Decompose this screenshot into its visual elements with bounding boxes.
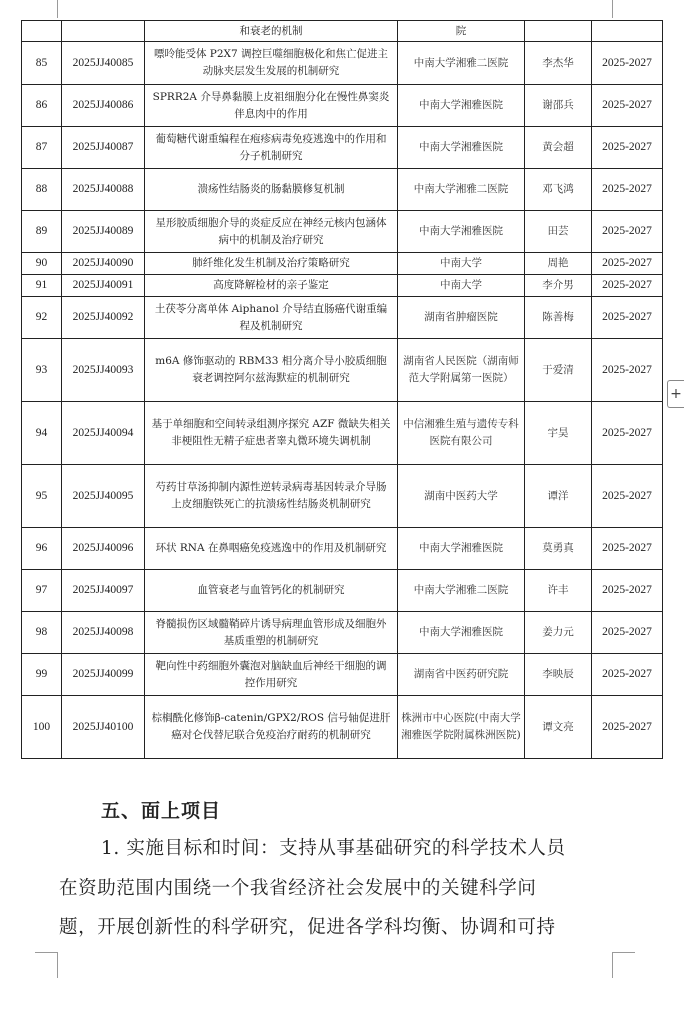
cell-project-code: 2025JJ40099 bbox=[62, 654, 145, 696]
cell-period: 2025-2027 bbox=[592, 169, 663, 211]
cell-project-title: 脊髓损伤区域髓鞘碎片诱导病理血管形成及细胞外基质重塑的机制研究 bbox=[145, 612, 398, 654]
cell-period: 2025-2027 bbox=[592, 402, 663, 465]
cell-number: 85 bbox=[22, 42, 62, 85]
cell-number: 97 bbox=[22, 570, 62, 612]
cell-project-code: 2025JJ40089 bbox=[62, 211, 145, 253]
cell-number: 91 bbox=[22, 275, 62, 297]
cell-period: 2025-2027 bbox=[592, 612, 663, 654]
table-row bbox=[22, 570, 663, 612]
table-row bbox=[22, 169, 663, 211]
cell-project-title: 血管衰老与血管钙化的机制研究 bbox=[145, 570, 398, 612]
table-row bbox=[22, 612, 663, 654]
cell-project-code: 2025JJ40093 bbox=[62, 339, 145, 402]
cell-period: 2025-2027 bbox=[592, 570, 663, 612]
cell-principal-investigator: 谢邵兵 bbox=[525, 85, 592, 127]
cell-principal-investigator: 李映辰 bbox=[525, 654, 592, 696]
cell-number bbox=[22, 21, 62, 42]
cell-period: 2025-2027 bbox=[592, 696, 663, 759]
cell-institution: 中南大学湘雅医院 bbox=[398, 85, 525, 127]
cell-institution: 湖南中医药大学 bbox=[398, 465, 525, 528]
cell-number: 89 bbox=[22, 211, 62, 253]
table-row bbox=[22, 297, 663, 339]
cell-principal-investigator: 陈善梅 bbox=[525, 297, 592, 339]
cell-project-title: 肺纤维化发生机制及治疗策略研究 bbox=[145, 253, 398, 275]
cell-institution: 湖南省肿瘤医院 bbox=[398, 297, 525, 339]
cell-project-title: 高度降解检材的亲子鉴定 bbox=[145, 275, 398, 297]
cell-project-title: 环状 RNA 在鼻咽癌免疫逃逸中的作用及机制研究 bbox=[145, 528, 398, 570]
cell-number: 94 bbox=[22, 402, 62, 465]
cell-project-title: 芍药甘草汤抑制内源性逆转录病毒基因转录介导肠上皮细胞铁死亡的抗溃疡性结肠炎机制研究 bbox=[145, 465, 398, 528]
cell-project-code: 2025JJ40088 bbox=[62, 169, 145, 211]
body-text-line: 1. 实施目标和时间：支持从事基础研究的科学技术人员 bbox=[101, 838, 566, 859]
cell-period: 2025-2027 bbox=[592, 297, 663, 339]
cell-number: 88 bbox=[22, 169, 62, 211]
cell-principal-investigator: 李介男 bbox=[525, 275, 592, 297]
cell-project-code: 2025JJ40095 bbox=[62, 465, 145, 528]
cell-project-title: 溃疡性结肠炎的肠黏膜修复机制 bbox=[145, 169, 398, 211]
cell-project-code: 2025JJ40090 bbox=[62, 253, 145, 275]
table-row bbox=[22, 402, 663, 465]
table-row bbox=[22, 42, 663, 85]
cell-number: 90 bbox=[22, 253, 62, 275]
cell-period: 2025-2027 bbox=[592, 42, 663, 85]
crop-mark-bottom-right bbox=[612, 952, 635, 978]
cell-principal-investigator: 李杰华 bbox=[525, 42, 592, 85]
table-row bbox=[22, 85, 663, 127]
cell-period: 2025-2027 bbox=[592, 85, 663, 127]
cell-principal-investigator: 许丰 bbox=[525, 570, 592, 612]
cell-number: 87 bbox=[22, 127, 62, 169]
cell-number: 99 bbox=[22, 654, 62, 696]
cell-institution: 中南大学湘雅二医院 bbox=[398, 570, 525, 612]
cell-number: 98 bbox=[22, 612, 62, 654]
cell-institution: 中南大学湘雅二医院 bbox=[398, 169, 525, 211]
expand-panel-button[interactable]: + bbox=[667, 380, 684, 408]
cell-project-code: 2025JJ40091 bbox=[62, 275, 145, 297]
cell-institution: 院 bbox=[398, 21, 525, 42]
cell-period: 2025-2027 bbox=[592, 339, 663, 402]
cell-project-code bbox=[62, 21, 145, 42]
cell-period: 2025-2027 bbox=[592, 211, 663, 253]
cell-project-code: 2025JJ40092 bbox=[62, 297, 145, 339]
cell-principal-investigator: 宇昊 bbox=[525, 402, 592, 465]
cell-project-code: 2025JJ40086 bbox=[62, 85, 145, 127]
cell-project-title: m6A 修饰驱动的 RBM33 相分离介导小胶质细胞衰老调控阿尔兹海默症的机制研究 bbox=[145, 339, 398, 402]
cell-number: 100 bbox=[22, 696, 62, 759]
cell-project-title: 土茯苓分离单体 Aiphanol 介导结直肠癌代谢重编程及机制研究 bbox=[145, 297, 398, 339]
cell-period: 2025-2027 bbox=[592, 253, 663, 275]
cell-project-title: 棕榈酰化修饰β-catenin/GPX2/ROS 信号轴促进肝癌对仑伐替尼联合免疫治疗耐药的机制研究 bbox=[145, 696, 398, 759]
cell-period: 2025-2027 bbox=[592, 465, 663, 528]
section-heading: 五、面上项目 bbox=[101, 800, 222, 822]
table-row bbox=[22, 339, 663, 402]
cell-institution: 中南大学湘雅二医院 bbox=[398, 42, 525, 85]
cell-project-code: 2025JJ40097 bbox=[62, 570, 145, 612]
cell-principal-investigator: 姜力元 bbox=[525, 612, 592, 654]
cell-project-code: 2025JJ40098 bbox=[62, 612, 145, 654]
cell-project-code: 2025JJ40100 bbox=[62, 696, 145, 759]
cell-project-title: 和衰老的机制 bbox=[145, 21, 398, 42]
cell-principal-investigator: 田芸 bbox=[525, 211, 592, 253]
crop-mark-bottom-left bbox=[35, 952, 58, 978]
cell-principal-investigator: 周艳 bbox=[525, 253, 592, 275]
cell-principal-investigator: 谭文亮 bbox=[525, 696, 592, 759]
cell-project-title: 靶向性中药细胞外囊泡对脑缺血后神经干细胞的调控作用研究 bbox=[145, 654, 398, 696]
cell-project-title: 葡萄糖代谢重编程在疱疹病毒免疫逃逸中的作用和分子机制研究 bbox=[145, 127, 398, 169]
table-row bbox=[22, 253, 663, 275]
cell-project-code: 2025JJ40085 bbox=[62, 42, 145, 85]
table-row bbox=[22, 275, 663, 297]
cell-period: 2025-2027 bbox=[592, 275, 663, 297]
cell-institution: 株洲市中心医院(中南大学湘雅医学院附属株洲医院) bbox=[398, 696, 525, 759]
table-row bbox=[22, 654, 663, 696]
table-row bbox=[22, 127, 663, 169]
cell-institution: 中信湘雅生殖与遗传专科医院有限公司 bbox=[398, 402, 525, 465]
cell-institution: 中南大学湘雅医院 bbox=[398, 612, 525, 654]
cell-principal-investigator: 邓飞鸿 bbox=[525, 169, 592, 211]
cell-project-title: 基于单细胞和空间转录组测序探究 AZF 微缺失相关非梗阻性无精子症患者睾丸微环境失调机制 bbox=[145, 402, 398, 465]
cell-project-title: 星形胶质细胞介导的炎症反应在神经元核内包涵体病中的机制及治疗研究 bbox=[145, 211, 398, 253]
cell-period: 2025-2027 bbox=[592, 654, 663, 696]
cell-principal-investigator: 莫勇真 bbox=[525, 528, 592, 570]
body-text-line: 在资助范围内围绕一个我省经济社会发展中的关键科学问 bbox=[59, 878, 537, 899]
cell-period: 2025-2027 bbox=[592, 127, 663, 169]
project-table bbox=[21, 20, 663, 759]
cell-project-code: 2025JJ40096 bbox=[62, 528, 145, 570]
cell-institution: 湖南省中医药研究院 bbox=[398, 654, 525, 696]
table-row bbox=[22, 465, 663, 528]
body-text-line: 题，开展创新性的科学研究，促进各学科均衡、协调和可持 bbox=[59, 917, 556, 938]
cell-period: 2025-2027 bbox=[592, 528, 663, 570]
cell-institution: 湖南省人民医院（湖南师范大学附属第一医院） bbox=[398, 339, 525, 402]
cell-number: 95 bbox=[22, 465, 62, 528]
table-row bbox=[22, 696, 663, 759]
cell-principal-investigator: 于爱清 bbox=[525, 339, 592, 402]
crop-mark-top-right bbox=[612, 0, 635, 18]
cell-institution: 中南大学湘雅医院 bbox=[398, 127, 525, 169]
cell-number: 96 bbox=[22, 528, 62, 570]
table-row bbox=[22, 21, 663, 42]
cell-number: 86 bbox=[22, 85, 62, 127]
cell-institution: 中南大学湘雅医院 bbox=[398, 528, 525, 570]
cell-institution: 中南大学 bbox=[398, 253, 525, 275]
cell-principal-investigator bbox=[525, 21, 592, 42]
table-row bbox=[22, 211, 663, 253]
cell-principal-investigator: 谭洋 bbox=[525, 465, 592, 528]
cell-number: 93 bbox=[22, 339, 62, 402]
cell-institution: 中南大学湘雅医院 bbox=[398, 211, 525, 253]
cell-period bbox=[592, 21, 663, 42]
cell-principal-investigator: 黄会超 bbox=[525, 127, 592, 169]
cell-project-title: SPRR2A 介导鼻黏膜上皮祖细胞分化在慢性鼻窦炎伴息肉中的作用 bbox=[145, 85, 398, 127]
crop-mark-top-left bbox=[35, 0, 58, 18]
cell-institution: 中南大学 bbox=[398, 275, 525, 297]
cell-project-code: 2025JJ40087 bbox=[62, 127, 145, 169]
table-row bbox=[22, 528, 663, 570]
cell-project-code: 2025JJ40094 bbox=[62, 402, 145, 465]
cell-number: 92 bbox=[22, 297, 62, 339]
cell-project-title: 嘌呤能受体 P2X7 调控巨噬细胞极化和焦亡促进主动脉夹层发生发展的机制研究 bbox=[145, 42, 398, 85]
